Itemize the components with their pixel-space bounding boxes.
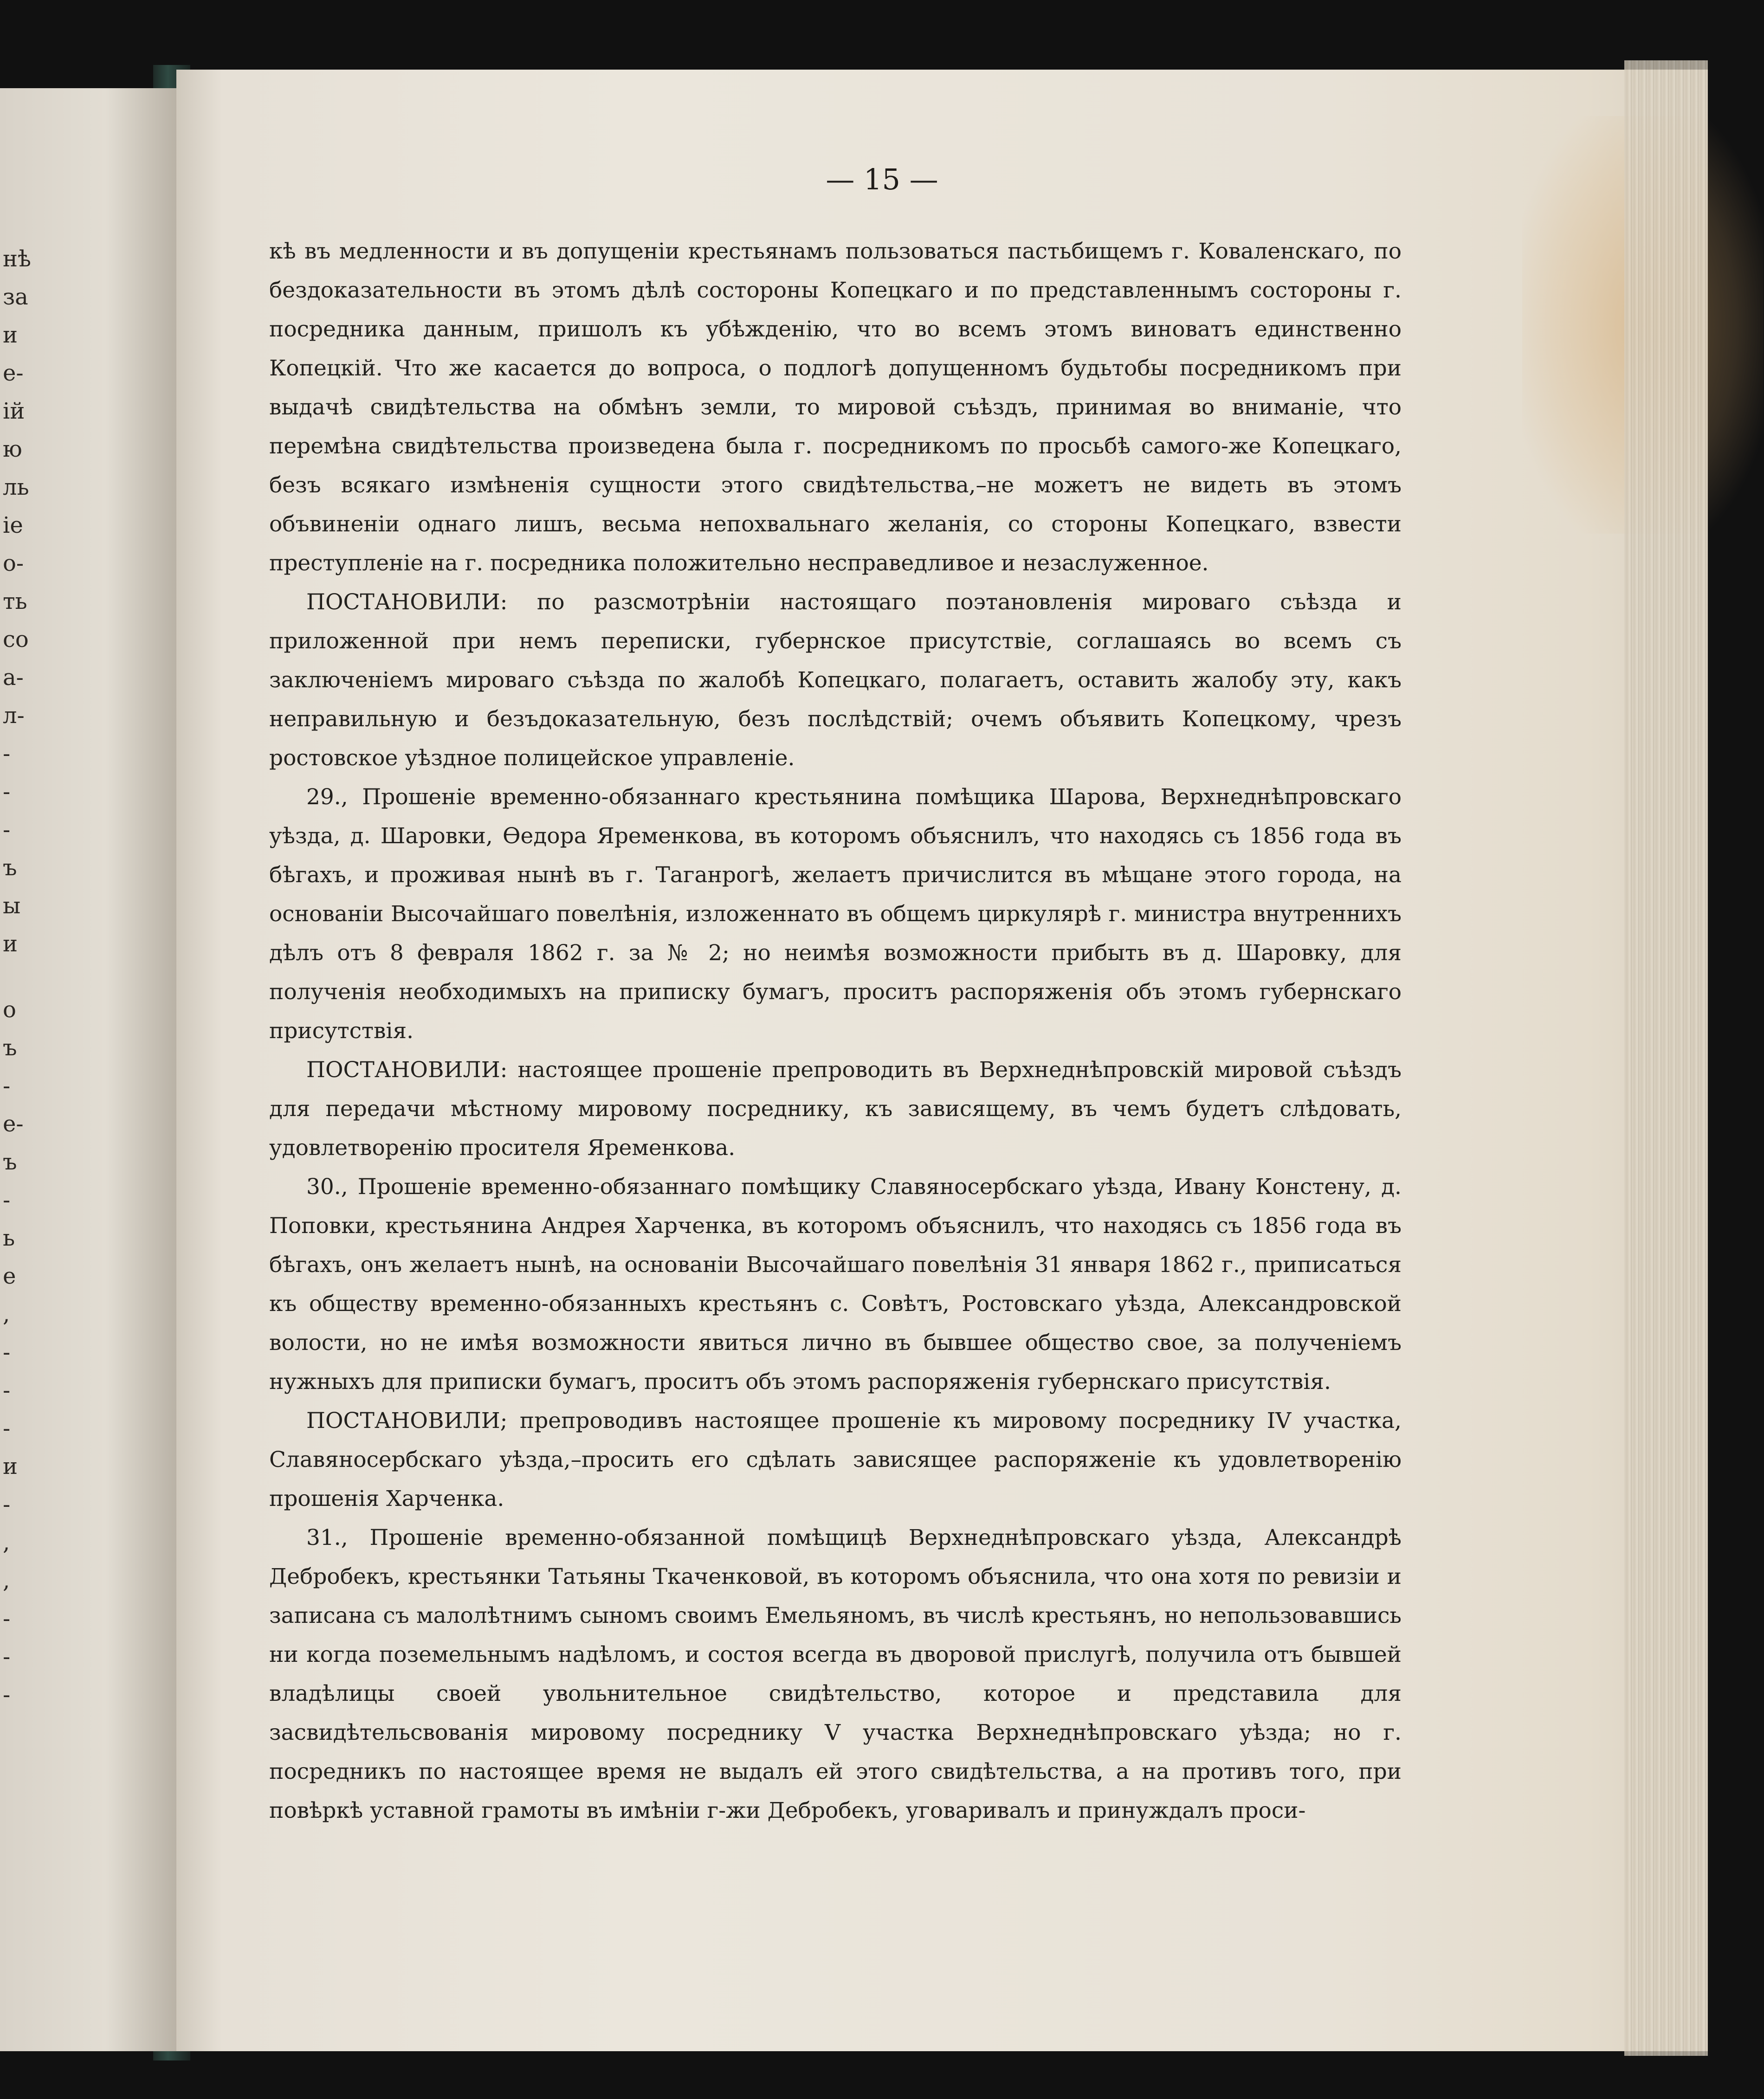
left-page-fragment: -	[3, 1606, 11, 1632]
left-page-fragment: -	[3, 779, 11, 805]
left-page-fragment: -	[3, 1377, 11, 1403]
left-page-fragment: -	[3, 1644, 11, 1670]
paragraph-continuation: кѣ въ медленности и въ допущеніи крестьянамъ пользоваться пастьбищемъ г. Коваленскаго, по бездоказательности въ этомъ дѣлѣ состороны Копецкаго и по представленнымъ состороны г. посредника данным, пришолъ къ убѣжденію, что во всемъ этомъ виноватъ единственно Копецкій. Что же касается до вопроса, о подлогѣ допущенномъ будьтобы посредникомъ при выдачѣ свидѣтельства на обмѣнъ земли, то мировой съѣздъ, принимая во вниманіе, что перемѣна свидѣтельства произведена была г. посредникомъ по просьбѣ самого-же Копецкаго, безъ всякаго измѣненія сущности этого свидѣтельства,–не можетъ не видеть въ этомъ объвиненіи однаго лишъ, весьма непохвальнаго желанія, со стороны Копецкаго, взвести преступленіе на г. посредника положительно несправедливое и незаслуженное.	[269, 239, 1402, 576]
left-page-fragment: л-	[3, 703, 25, 729]
left-page-fragment: ль	[3, 474, 29, 500]
left-page-fragment: ,	[3, 1530, 10, 1556]
paragraph-resolution-1: ПОСТАНОВИЛИ: по разсмотрѣніи настоящаго поэтановленія мироваго съѣзда и приложенной при немъ переписки, губернское присутствіе, соглашаясь во всемъ съ заключеніемъ мироваго съѣзда по жалобѣ Копецкаго, полагаетъ, оставить жалобу эту, какъ неправильную и безъдоказательную, безъ послѣдствій; очемъ объявить Копецкому, чрезъ ростовское уѣздное полицейское управленіе.	[269, 589, 1402, 771]
left-page-fragment: и	[3, 322, 18, 348]
left-page-fragment: за	[3, 284, 28, 310]
left-page-fragment: е-	[3, 1111, 24, 1137]
left-page-fragment: -	[3, 1682, 11, 1708]
left-page-fragment: а-	[3, 665, 24, 691]
left-page	[0, 88, 176, 2051]
left-page-fragment: -	[3, 741, 11, 767]
left-page-fragment: ъ	[3, 1035, 17, 1061]
left-page-text-fragments	[0, 88, 176, 2051]
left-page-fragment: ть	[3, 588, 27, 614]
left-page-fragment: нѣ	[3, 246, 31, 272]
left-page-fragment: ъ	[3, 1149, 17, 1175]
left-page-fragment: о	[3, 997, 16, 1023]
left-page-fragment: е	[3, 1263, 16, 1289]
paragraph-petition-30: 30., Прошеніе временно-обязаннаго помѣщику Славяносербскаго уѣзда, Ивану Констену, д. Поповки, крестьянина Андрея Харченка, въ которомъ объяснилъ, что находясь съ 1856 года въ бѣгахъ, онъ желаетъ нынѣ, на основаніи Высочайшаго повелѣнія 31 января 1862 г., приписаться къ обществу временно-обязанныхъ крестьянъ с. Совѣтъ, Ростовскаго уѣзда, Александровской волости, но не имѣя возможности явиться лично въ бывшее общество свое, за полученіемъ нужныхъ для приписки бумагъ, проситъ объ этомъ распоряженія губернскаго присутствія.	[269, 1174, 1402, 1395]
document-body	[269, 232, 1402, 1830]
left-page-fragment: ю	[3, 436, 22, 462]
left-page-fragment: и	[3, 931, 18, 957]
left-page-fragment: -	[3, 1492, 11, 1518]
left-page-fragment: о-	[3, 550, 24, 576]
paragraph-petition-29: 29., Прошеніе временно-обязаннаго крестьянина помѣщика Шарова, Верхнеднѣпровскаго уѣзда, д. Шаровки, Өедора Яременкова, въ которомъ объяснилъ, что находясь съ 1856 года въ бѣгахъ, и проживая нынѣ въ г. Таганрогѣ, желаетъ причислится въ мѣщане этого города, на основаніи Высочайшаго повелѣнія, изложеннато въ общемъ циркулярѣ г. министра внутреннихъ дѣлъ отъ 8 февраля 1862 г. за № 2; но неимѣя возможности прибыть въ д. Шаровку, для полученія необходимыхъ на приписку бумагъ, проситъ распоряженія объ этомъ губернскаго присутствія.	[269, 784, 1402, 1044]
left-page-fragment: -	[3, 817, 11, 843]
left-page-fragment: -	[3, 1187, 11, 1213]
left-page-fragment: -	[3, 1073, 11, 1099]
left-page-fragment: ы	[3, 893, 21, 919]
left-page-fragment: ,	[3, 1301, 10, 1327]
left-page-fragment: -	[3, 1415, 11, 1441]
left-page-fragment: ій	[3, 398, 25, 424]
left-page-fragment: -	[3, 1339, 11, 1365]
paragraph-resolution-3: ПОСТАНОВИЛИ; препроводивъ настоящее прошеніе къ мировому посреднику IV участка, Славяносербскаго уѣзда,–просить его сдѣлать зависящее распоряженіе къ удовлетворенію прошенія Харченка.	[269, 1408, 1402, 1511]
left-page-fragment: со	[3, 626, 29, 652]
page-edges	[1624, 60, 1708, 2056]
left-page-fragment: и	[3, 1453, 18, 1479]
paragraph-resolution-2: ПОСТАНОВИЛИ: настоящее прошеніе препроводить въ Верхнеднѣпровскій мировой съѣздъ для передачи мѣстному мировому посреднику, къ зависящему, въ чемъ будетъ слѣдовать, удовлетворенію просителя Яременкова.	[269, 1057, 1402, 1161]
left-page-fragment: іе	[3, 512, 23, 538]
page-number: — 15 —	[826, 162, 938, 196]
left-page-fragment: е-	[3, 360, 24, 386]
left-page-fragment: ,	[3, 1568, 10, 1594]
left-page-fragment: ъ	[3, 855, 17, 881]
paragraph-petition-31: 31., Прошеніе временно-обязанной помѣщицѣ Верхнеднѣпровскаго уѣзда, Александрѣ Дебробекъ, крестьянки Татьяны Ткаченковой, въ которомъ объяснила, что она хотя по ревизіи и записана съ малолѣтнимъ сыномъ своимъ Емельяномъ, въ числѣ крестьянъ, но непользовавшись ни когда поземельнымъ надѣломъ, и состоя всегда въ дворовой прислугѣ, получила отъ бывшей владѣлицы своей увольнительное свидѣтельство, которое и представила для засвидѣтельсвованія мировому посреднику V участка Верхнеднѣпровскаго уѣзда; но г. посредникъ по настоящее время не выдалъ ей этого свидѣтельства, а на противъ того, при повѣркѣ уставной грамоты въ имѣніи г-жи Дебробекъ, уговаривалъ и принуждалъ проси-	[269, 1525, 1402, 1823]
left-page-fragment: ь	[3, 1225, 15, 1251]
